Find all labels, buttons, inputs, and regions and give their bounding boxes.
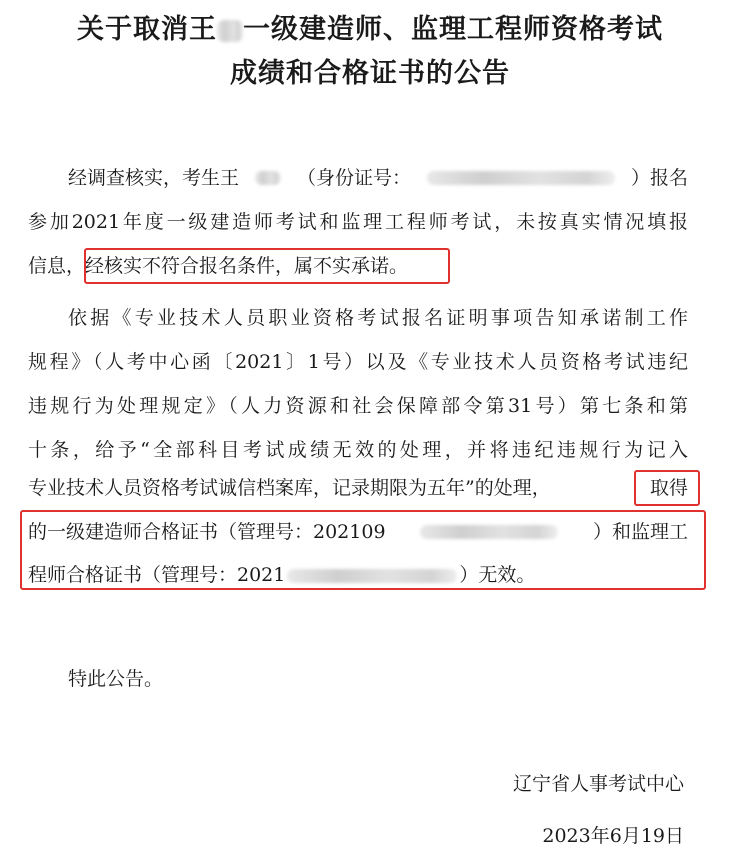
para2-text-e: ）无效。 <box>459 564 536 586</box>
para2-line-5 <box>28 475 688 501</box>
title-part-2: 一级建造师、监理工程师资格考试 <box>243 14 663 45</box>
highlighted-phrase-2: 取得 <box>649 477 688 499</box>
para1-line-2: 参加2021年度一级建造师考试和监理工程师考试，未按真实情况填报 <box>28 211 688 233</box>
redacted-name <box>255 171 281 185</box>
signature-date: 2023年6月19日 <box>542 825 684 847</box>
title-part-1: 关于取消王 <box>77 14 217 45</box>
para1-text-c: ）报名 <box>630 167 688 189</box>
para1-text-a: 经调查核实，考生王 <box>68 167 240 189</box>
para1-text-b: （身份证号： <box>296 167 411 189</box>
para2-text-b: 的一级建造师合格证书（管理号：202109 <box>28 521 386 543</box>
document-title-line-2: 成绩和合格证书的公告 <box>230 58 510 89</box>
para2-line-4: 十条，给予“全部科目考试成绩无效的处理，并将违纪违规行为记入 <box>28 439 688 461</box>
para2-text-a: 专业技术人员资格考试诚信档案库，记录期限为五年”的处理， <box>28 477 551 499</box>
para2-line-1: 依据《专业技术人员职业资格考试报名证明事项告知承诺制工作 <box>68 307 688 329</box>
highlight-box-3 <box>20 510 706 590</box>
document-title-line-1 <box>0 14 740 46</box>
redacted-id-number <box>427 171 615 185</box>
signature-organization: 辽宁省人事考试中心 <box>512 773 684 795</box>
highlight-box-1 <box>84 248 450 284</box>
para2-line-2: 规程》（人考中心函〔2021〕1号）以及《专业技术人员资格考试违纪 <box>28 351 688 373</box>
closing-text: 特此公告。 <box>68 668 164 690</box>
para1-line-1 <box>68 165 688 191</box>
redacted-name <box>217 20 243 42</box>
para2-line-3: 违规行为处理规定》（人力资源和社会保障部令第31号）第七条和第 <box>28 395 688 417</box>
para2-text-d: 程师合格证书（管理号：2021 <box>28 564 286 586</box>
para1-text-d: 信息， <box>28 255 86 277</box>
para2-text-c: ）和监理工 <box>592 521 688 543</box>
highlighted-phrase-1: 经核实不符合报名条件，属不实承诺。 <box>85 255 409 277</box>
highlight-box-2 <box>634 470 700 506</box>
